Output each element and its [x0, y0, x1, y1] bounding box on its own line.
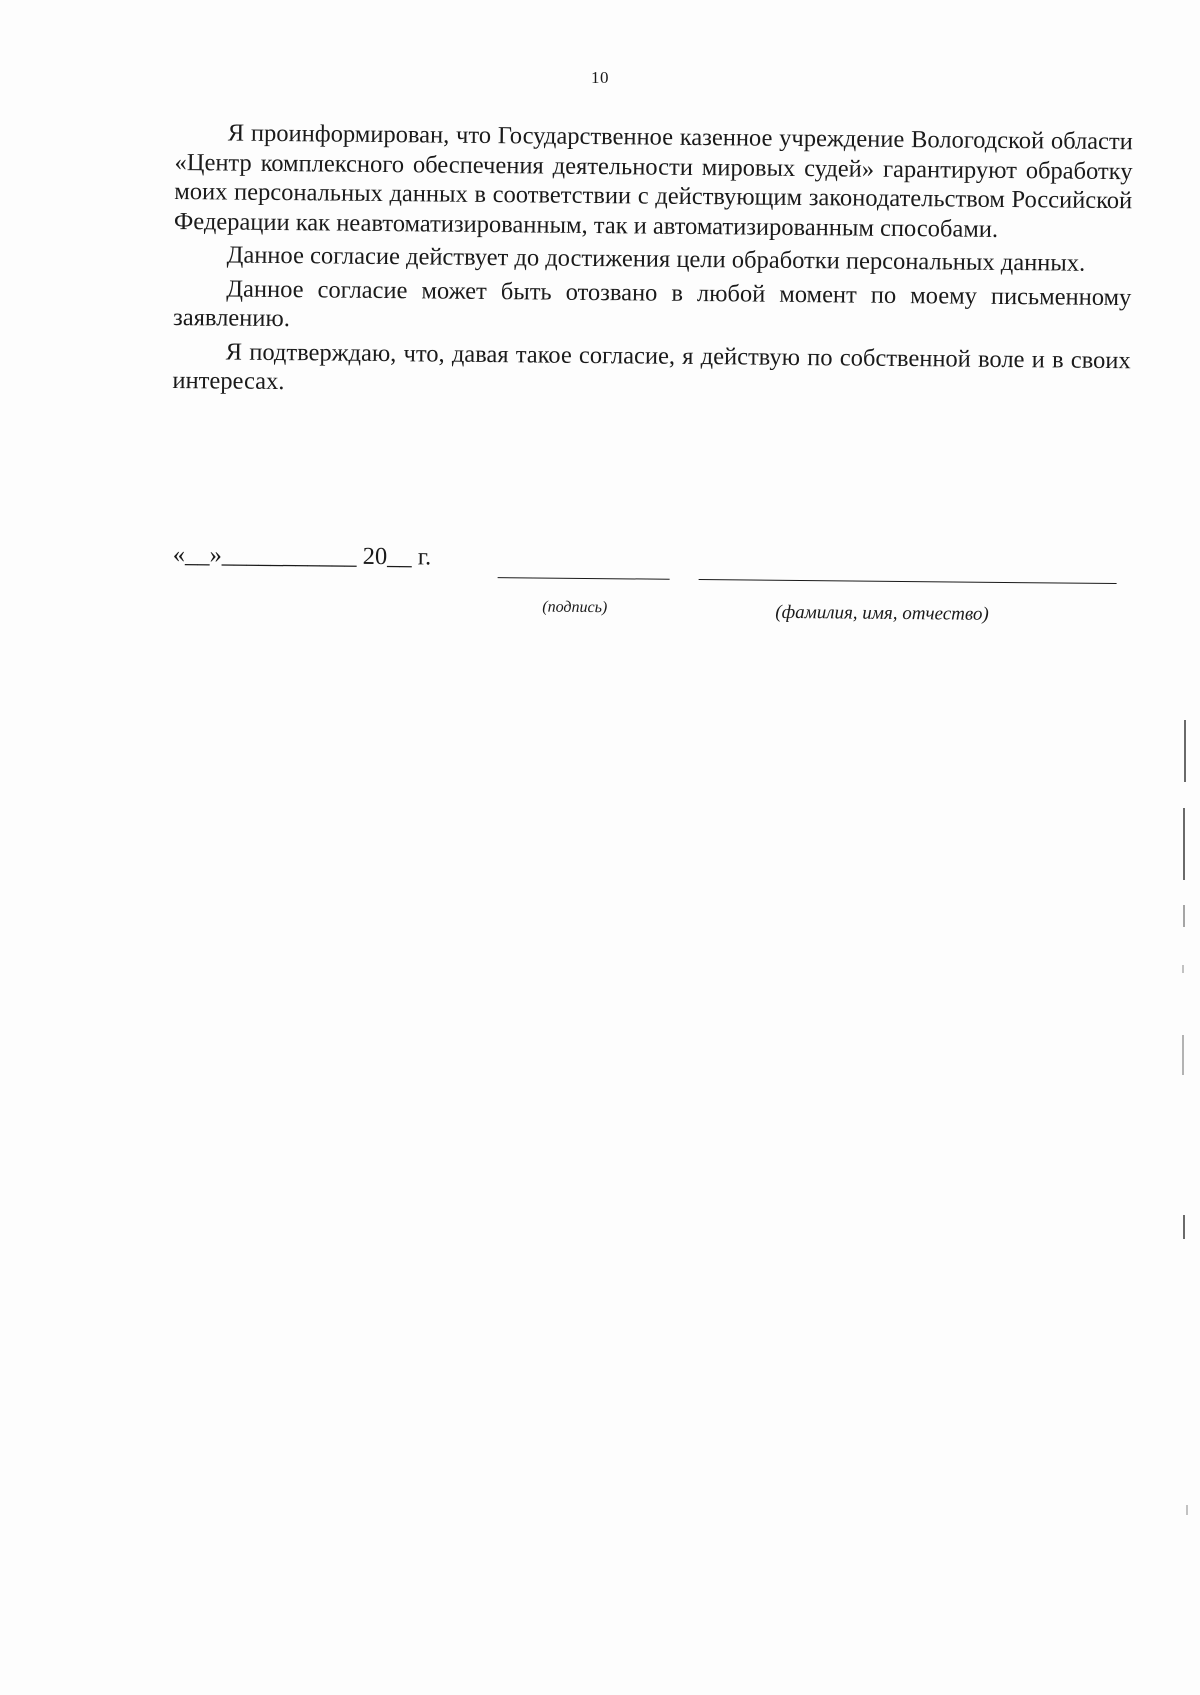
scan-artifact — [1182, 1035, 1184, 1075]
full-name-caption: (фамилия, имя, отчество) — [775, 601, 989, 625]
paragraph-revocation: Данное согласие может быть отозвано в любой момент по моему письменному заявлению. — [172, 275, 1132, 333]
consent-text — [172, 118, 1133, 405]
scan-artifact — [1183, 808, 1185, 880]
page-number: 10 — [591, 68, 609, 87]
scan-artifact — [1182, 965, 1184, 973]
signature-line — [498, 577, 670, 580]
signature-block — [172, 537, 1133, 625]
paragraph-processing-guarantee: Я проинформирован, что Государственное казенное учреждение Вологодской области «Центр комплексного обеспечения деятельности мировых судей» гарантируют обработку моих персональных данных в соответствии с действующим законодательством Российской Федерации как неавтоматизированным, так и автоматизированным способами. — [173, 119, 1133, 243]
date-field: «__»___________ 20__ г. — [172, 540, 432, 571]
scan-artifact — [1186, 1505, 1188, 1515]
scan-artifact — [1183, 1215, 1185, 1239]
paragraph-validity-term: Данное согласие действует до достижения цели обработки персональных данных. — [226, 241, 1086, 277]
scan-artifact — [1183, 905, 1185, 927]
paragraph-confirmation: Я подтверждаю, что, давая такое согласие, я действую по собственной воле и в своих интересах. — [172, 337, 1131, 396]
scan-artifact — [1184, 720, 1186, 782]
signature-caption: (подпись) — [542, 598, 608, 617]
full-name-line — [699, 579, 1117, 584]
